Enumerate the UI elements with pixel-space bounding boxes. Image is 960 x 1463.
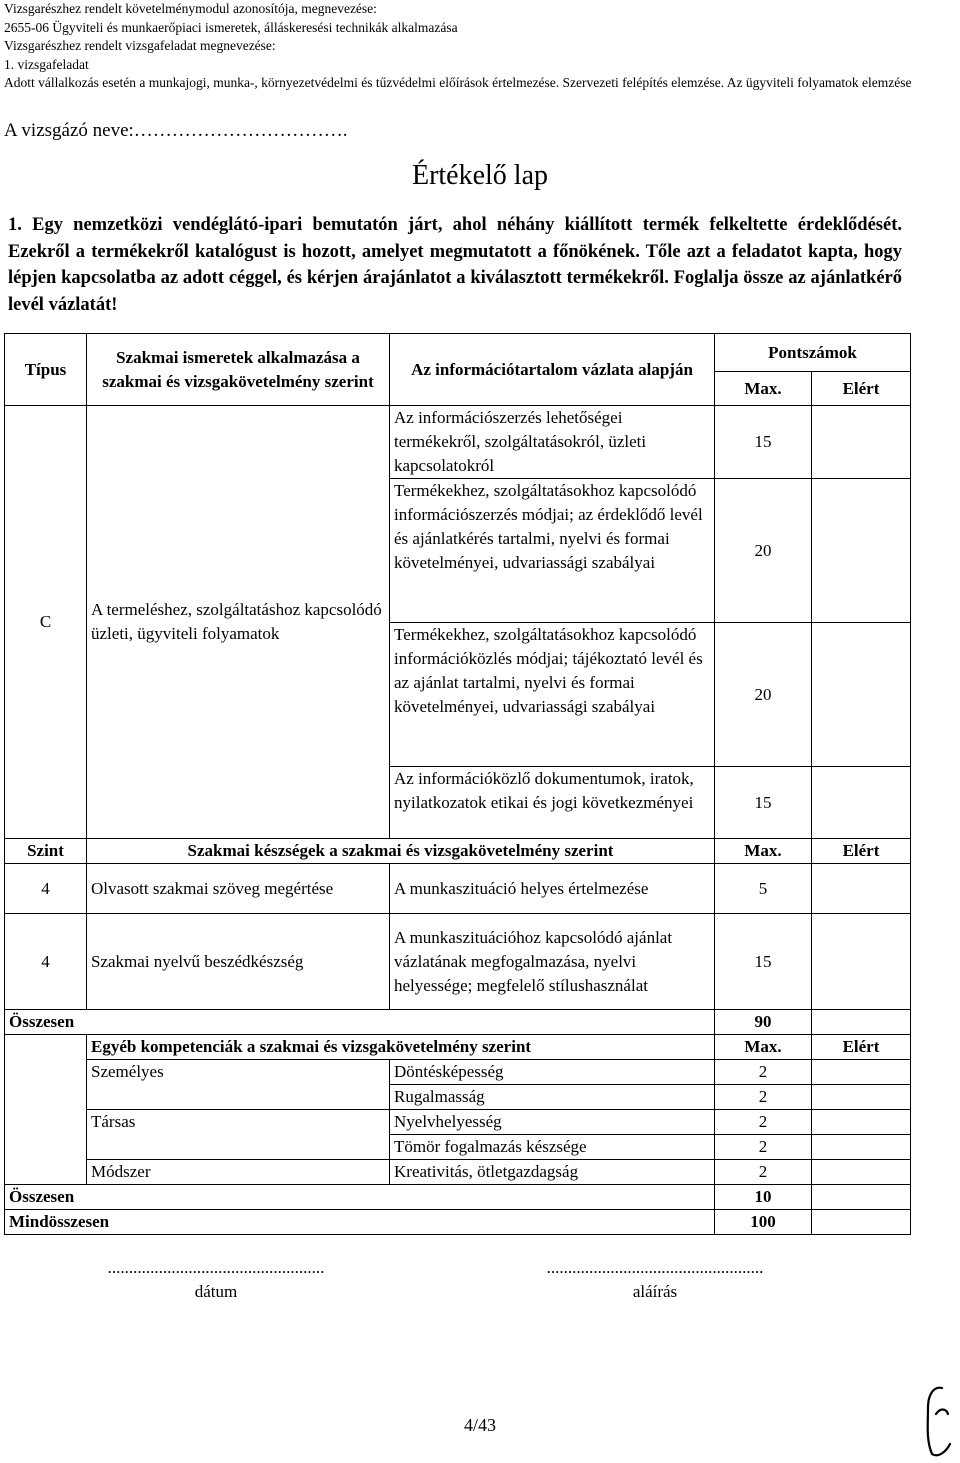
achieved-points <box>812 1010 911 1035</box>
header-points: Pontszámok <box>715 334 911 372</box>
achieved-points <box>812 1135 911 1160</box>
signature-block <box>525 1256 785 1304</box>
module-name: 2655-06 Ügyviteli és munkaerőpiaci ismeretek, álláskeresési technikák alkalmazása <box>4 19 458 35</box>
skill-name: Szakmai nyelvű beszédkészség <box>87 914 390 1010</box>
achieved-points <box>812 1185 911 1210</box>
competency-name: Döntésképesség <box>390 1060 715 1085</box>
header-other-competencies: Egyéb kompetenciák a szakmai és vizsgakövetelmény szerint <box>87 1035 715 1060</box>
max-points: 15 <box>715 767 812 839</box>
subtotal-label: Összesen <box>5 1185 715 1210</box>
content-row: Az információszerzés lehetőségei termékekről, szolgáltatásokról, üzleti kapcsolatokról <box>390 406 715 479</box>
task-description: 1. Egy nemzetközi vendéglátó-ipari bemutatón járt, ahol néhány kiállított termék felkeltette érdeklődését. Ezekről a termékekről katalógust is hozott, amelyet megmutatott a főnökének. Tőle azt a feladatot kapta, hogy lépjen kapcsolatba az adott céggel, és kérjen árajánlatot a kiválasztott termékekről. Foglalja össze az ajánlatkérő levél vázlatát! <box>8 215 902 315</box>
competency-name: Kreativitás, ötletgazdagság <box>390 1160 715 1185</box>
grand-total-value: 100 <box>715 1210 812 1235</box>
competency-group <box>87 1135 390 1160</box>
achieved-points <box>812 1110 911 1135</box>
header-max: Max. <box>715 372 812 406</box>
max-points: 2 <box>715 1085 812 1110</box>
max-points: 5 <box>715 864 812 914</box>
competency-name: Tömör fogalmazás készsége <box>390 1135 715 1160</box>
handwritten-initial-icon <box>920 1384 956 1460</box>
skill-description: A munkaszituáció helyes értelmezése <box>390 864 715 914</box>
max-points: 2 <box>715 1160 812 1185</box>
competency-group: Személyes <box>87 1060 390 1085</box>
competency-name: Rugalmasság <box>390 1085 715 1110</box>
header-achieved: Elért <box>812 839 911 864</box>
achieved-points <box>812 864 911 914</box>
header-max: Max. <box>715 839 812 864</box>
header-achieved: Elért <box>812 372 911 406</box>
skill-level: 4 <box>5 914 87 1010</box>
content-row: Az információközlő dokumentumok, iratok, nyilatkozatok etikai és jogi következményei <box>390 767 715 839</box>
blank-cell <box>5 1160 87 1185</box>
grand-total-label: Mindösszesen <box>5 1210 715 1235</box>
candidate-name-field: A vizsgázó neve:……………………………. <box>4 120 348 141</box>
knowledge-cell: A termeléshez, szolgáltatáshoz kapcsolódó üzleti, ügyviteli folyamatok <box>87 406 390 839</box>
max-points: 2 <box>715 1060 812 1085</box>
header-type: Típus <box>5 334 87 406</box>
achieved-points <box>812 1160 911 1185</box>
achieved-points <box>812 406 911 479</box>
max-points: 2 <box>715 1110 812 1135</box>
max-points: 2 <box>715 1135 812 1160</box>
skill-description: A munkaszituációhoz kapcsolódó ajánlat vázlatának megfogalmazása, nyelvi helyessége; megfelelő stílushasználat <box>390 914 715 1010</box>
max-points: 15 <box>715 406 812 479</box>
evaluation-table <box>4 333 911 1235</box>
date-dots: ................................................... <box>107 1258 325 1277</box>
signature-dots: ................................................... <box>546 1258 764 1277</box>
achieved-points <box>812 914 911 1010</box>
header-content: Az információtartalom vázlata alapján <box>390 334 715 406</box>
header-skills: Szakmai készségek a szakmai és vizsgakövetelmény szerint <box>87 839 715 864</box>
subtotal-value: 90 <box>715 1010 812 1035</box>
exam-task-number: 1. vizsgafeladat <box>4 56 89 72</box>
competency-group: Módszer <box>87 1160 390 1185</box>
exam-task-label: Vizsgarészhez rendelt vizsgafeladat megnevezése: <box>4 38 276 53</box>
module-label: Vizsgarészhez rendelt követelménymodul azonosítója, megnevezése: <box>4 1 377 16</box>
blank-cell <box>5 1035 87 1160</box>
subtotal-label: Összesen <box>5 1010 715 1035</box>
header-achieved: Elért <box>812 1035 911 1060</box>
date-signature-block <box>86 1256 346 1304</box>
achieved-points <box>812 1210 911 1235</box>
achieved-points <box>812 1085 911 1110</box>
max-points: 15 <box>715 914 812 1010</box>
subtotal-value: 10 <box>715 1185 812 1210</box>
header-knowledge: Szakmai ismeretek alkalmazása a szakmai és vizsgakövetelmény szerint <box>87 334 390 406</box>
achieved-points <box>812 479 911 623</box>
achieved-points <box>812 767 911 839</box>
content-row: Termékekhez, szolgáltatásokhoz kapcsolódó információszerzés módjai; az érdeklődő levél és ajánlatkérés tartalmi, nyelvi és formai követelményei, udvariassági szabályai <box>390 479 715 623</box>
competency-group <box>87 1085 390 1110</box>
header-level: Szint <box>5 839 87 864</box>
achieved-points <box>812 623 911 767</box>
document-header <box>4 0 954 93</box>
competency-name: Nyelvhelyesség <box>390 1110 715 1135</box>
max-points: 20 <box>715 623 812 767</box>
max-points: 20 <box>715 479 812 623</box>
content-row: Termékekhez, szolgáltatásokhoz kapcsolódó információközlés módjai; tájékoztató levél és az ajánlat tartalmi, nyelvi és formai követelményei, udvariassági szabályai <box>390 623 715 767</box>
achieved-points <box>812 1060 911 1085</box>
competency-group: Társas <box>87 1110 390 1135</box>
skill-level: 4 <box>5 864 87 914</box>
date-label: dátum <box>194 1282 238 1301</box>
signature-label: aláírás <box>632 1282 678 1301</box>
page-title: Értékelő lap <box>411 160 549 191</box>
exam-task-name: Adott vállalkozás esetén a munkajogi, munka-, környezetvédelmi és tűzvédelmi előírások értelmezése. Szervezeti felépítés elemzése. Az ügyviteli folyamatok elemzése <box>4 75 912 90</box>
page-number: 4/43 <box>463 1415 496 1435</box>
skill-name: Olvasott szakmai szöveg megértése <box>87 864 390 914</box>
type-cell: C <box>5 406 87 839</box>
header-max: Max. <box>715 1035 812 1060</box>
